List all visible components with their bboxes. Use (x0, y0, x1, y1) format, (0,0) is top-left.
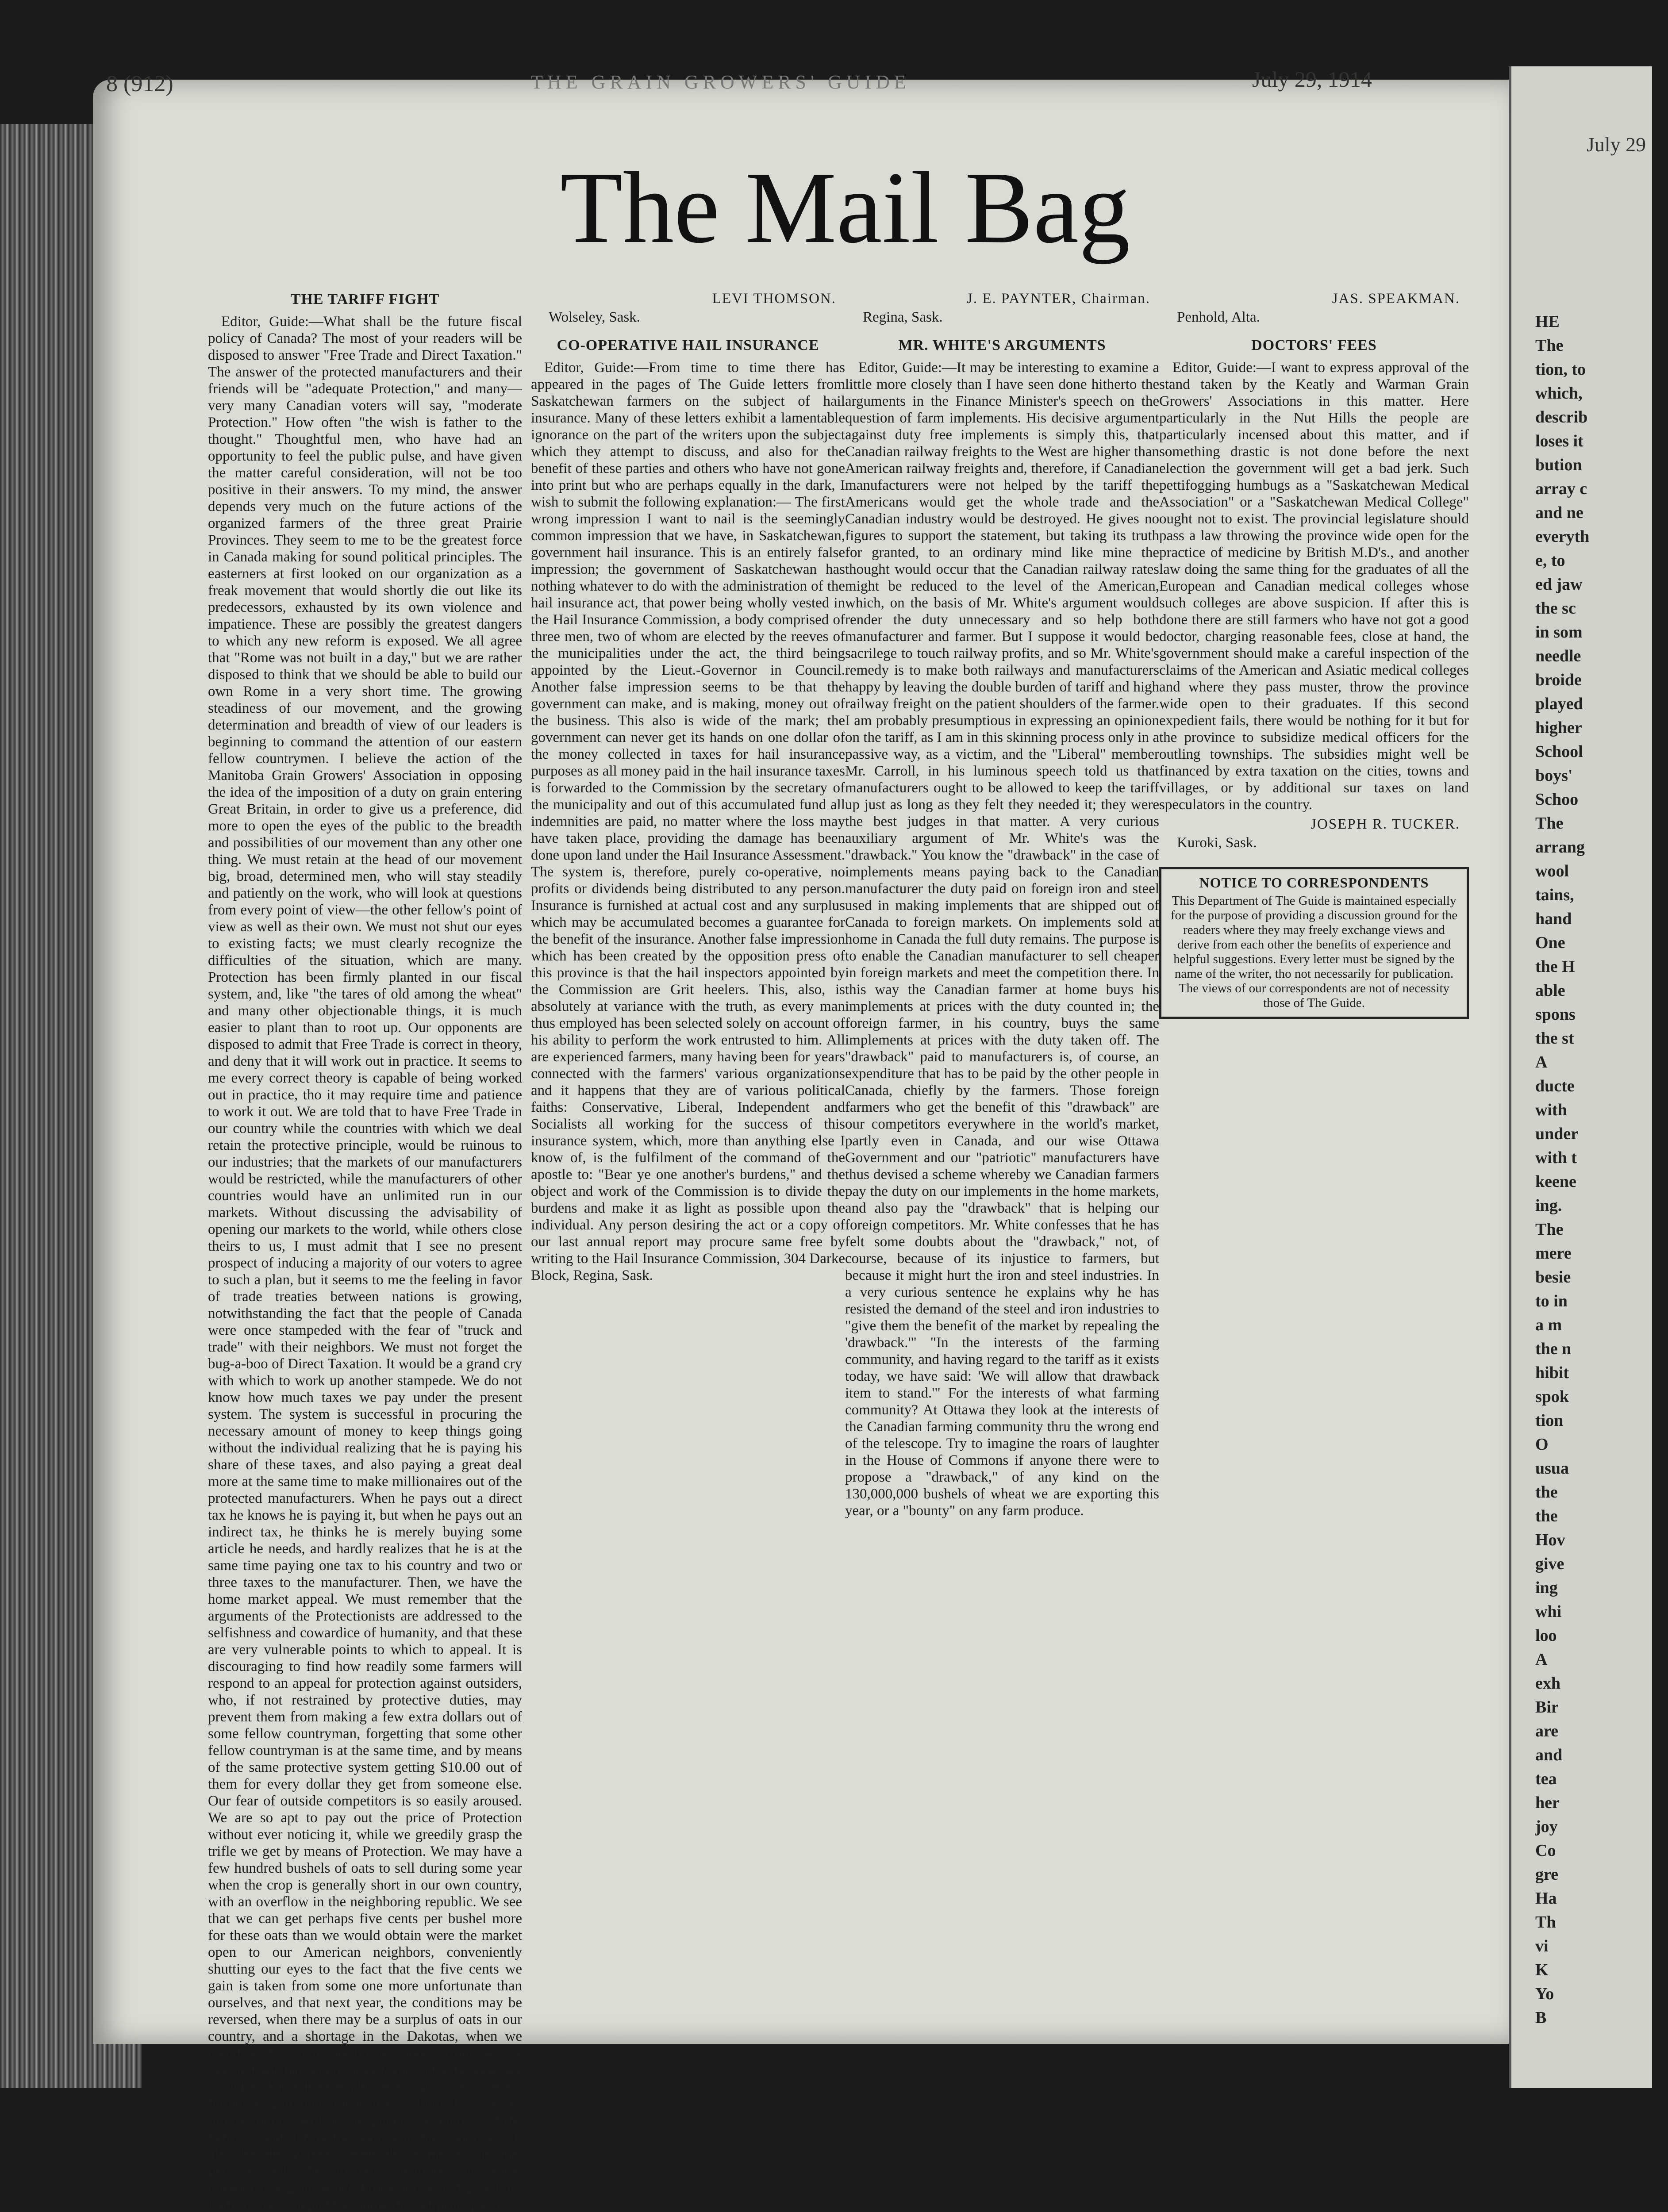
letter-body-tariff: Editor, Guide:—What shall be the future fiscal policy of Canada? The most of your readers will be disposed to answer "Free Trade and Direct Taxation." The answer of the protected manufacturers and their friends will be "adequate Protection," and many—very many Canadian voters will say, "moderate Protection." How often "the wish is father to the thought." Thoughtful men, who have had an opportunity to feel the public pulse, and have given the matter careful consideration, will not be too positive in their answers. To my mind, the answer depends very much on the future actions of the organized farmers of the three great Prairie Provinces. They seem to me to be the greatest force in Canada making for sound political principles. The easterners at first looked on our organization as a freak movement that would shortly die out like its predecessors, exhausted by its own violence and impatience. These are possibly the greatest dangers to which any new reform is exposed. We all agree that "Rome was not built in a day," but we are rather disposed to think that we should be able to build our own Rome in a very short time. The growing steadiness of our movement, and the growing determination and breadth of view of our leaders is beginning to command the attention of our eastern fellow countrymen. I believe the action of the Manitoba Grain Growers' Association in opposing the idea of the imposition of a duty on grain entering Great Britain, in order to give us a preference, did more to open the eyes of the public to the breadth and possibilities of our movement than any other one thing. We must retain at the head of our movement big, broad, determined men, who will stay steadily and patiently on the work, who will look at questions from every point of view—the other fellow's point of view as well as their own. We must not shut our eyes to existing facts; we must clearly recognize the difficulties of the situation, which are many. Protection has been firmly planted in our fiscal system, and, like "the tares of old among the wheat" and many other objectionable things, it is much easier to plant than to root up. Our opponents are disposed to admit that Free Trade is correct in theory, and deny that it will work out in practice. It seems to me every correct theory is capable of being worked out in practice, tho it may require time and patience to work it out. We are told that to have Free Trade in our country while the countries with which we deal retain the protective principle, would be ruinous to our industries; that the markets of our manufacturers would be restricted, while the manufacturers of other countries would have an unlimited run in our markets. Without discussing the advisability of opening our markets to the world, while others close theirs to us, I must admit that I see no present prospect of inducing a majority of our voters to agree to such a plan, but it seems to me the feeling in favor of trade treaties between nations is growing, notwithstanding the fact that the people of Canada were once stampeded with the fear of "truck and trade" with their neighbors. We must not forget the bug-a-boo of Direct Taxation. It would be a grand cry with which to work up another stampede. We do not know how much taxes we pay under the present system. The system is successful in procuring the necessary amount of money to keep things going without the individual realizing that he is paying his share of these taxes, and also paying a great deal more at the same time to make millionaires out of the protected manufacturers. When he pays out a direct tax he knows he is paying it, but when he pays out an indirect tax, he thinks he is merely buying some article he needs, and hardly realizes that he is at the same time paying one tax to his country and two or three taxes to the manufacturer. Then, we have the home market appeal. We must remember that the arguments of the Protectionists are addressed to the selfishness and cowardice of humanity, and that these are very vulnerable points to which to appeal. It is discouraging to find how readily some farmers will respond to an appeal for protection against outsiders, who, if not restrained by protective duties, may prevent them from making a few extra dollars out of some fellow countryman, forgetting that some other fellow countryman is at the same time, and by means of the same protective system getting $10.00 out of them for every dollar they get from someone else. Our fear of outside competitors is so easily aroused. We are so apt to pay out the price of Protection without ever noticing it, while we greedily grasp the trifle we get by means of Protection. We may have a few hundred bushels of oats to sell during some year when the crop is generally short in our own country, with an overflow in the neighboring republic. We see that we can get perhaps five cents per bushel more for these oats than we would obtain were the market open to our American neighbors, conveniently shutting our eyes to the fact that the five cents we gain is taken from some one more unfortunate than ourselves, and that next year, the conditions may be reversed, when there may be a surplus of oats in our country, and a shortage in the Dakotas, when we could get five cents per bushel more for our oats by having trade barriers removed, and in the fat year, we would probably have ten bushels to gain on for every bushel we gain on in the lean year. In the fat year, we in this country will be the gainers by removal of the barriers, and during the lean year, the majority will also be the gainers, even tho some exceptional persons will be thereby deprived of some questionable gain, which Protection would give him. I am trying to depict the home market principle in its (208, 314, 522, 2212)
facing-page-fragment: under (1535, 1125, 1579, 1143)
facing-page-fragment: Yo (1535, 1985, 1554, 2003)
facing-page-fragment: exh (1535, 1674, 1560, 1693)
facing-page-fragment: tea (1535, 1770, 1557, 1788)
facing-page-text (1535, 310, 1668, 2027)
facing-page-fragment: loses it (1535, 432, 1583, 450)
facing-page-fragment: the (1535, 1483, 1558, 1502)
facing-page-fragment: A (1535, 1650, 1548, 1669)
facing-page-fragment: with (1535, 1101, 1567, 1119)
facing-page-fragment: spons (1535, 1005, 1576, 1024)
facing-page-fragment: and ne (1535, 503, 1583, 522)
facing-page-fragment: whi (1535, 1602, 1562, 1621)
facing-page-fragment: everyth (1535, 527, 1590, 546)
facing-page-fragment: O (1535, 1435, 1549, 1454)
facing-page-fragment: B (1535, 2008, 1547, 2027)
letter-heading-tariff: THE TARIFF FIGHT (290, 291, 440, 307)
facing-page-fragment: boys' (1535, 766, 1573, 785)
page-number: 8 (912) (106, 71, 173, 96)
letter-heading-hail-insurance: CO-OPERATIVE HAIL INSURANCE (557, 337, 819, 353)
facing-page-fragment: ducte (1535, 1077, 1575, 1095)
facing-page-fragment: are (1535, 1722, 1559, 1740)
facing-page-fragment: to in (1535, 1292, 1568, 1310)
place-tariff: Wolseley, Sask. (549, 309, 640, 325)
facing-page-fragment: in som (1535, 623, 1583, 641)
facing-page-fragment: bution (1535, 456, 1582, 474)
facing-page-fragment: the (1535, 1507, 1558, 1525)
signature-hail-insurance: J. E. PAYNTER, Chairman. (967, 291, 1150, 307)
facing-page-fragment: keene (1535, 1172, 1576, 1191)
facing-page-fragment: vi (1535, 1937, 1549, 1955)
notice-title: NOTICE TO CORRESPONDENTS (1199, 875, 1429, 891)
signature-doctors-fees: JOSEPH R. TUCKER. (1311, 816, 1460, 832)
facing-page-fragment: the H (1535, 957, 1575, 976)
facing-page-fragment: tion (1535, 1411, 1564, 1430)
signature-white-arguments: JAS. SPEAKMAN. (1332, 291, 1460, 307)
facing-page-fragment: Co (1535, 1841, 1556, 1860)
facing-page-fragment: with t (1535, 1148, 1577, 1167)
facing-page-fragment: joy (1535, 1817, 1558, 1836)
letter-heading-doctors-fees: DOCTORS' FEES (1251, 337, 1377, 353)
letter-heading-white-arguments: MR. WHITE'S ARGUMENTS (898, 337, 1106, 353)
facing-page-fragment: broide (1535, 671, 1582, 689)
column-3 (845, 288, 1159, 1978)
running-title: THE GRAIN GROWERS' GUIDE (531, 71, 911, 93)
facing-page-fragment: describ (1535, 408, 1588, 426)
facing-page-fragment: hand (1535, 910, 1572, 928)
facing-page-date: July 29 (1587, 133, 1646, 156)
facing-page-fragment: her (1535, 1793, 1560, 1812)
facing-page-fragment: ed jaw (1535, 575, 1583, 594)
facing-page-fragment: The (1535, 1220, 1564, 1239)
facing-page-fragment: The (1535, 814, 1564, 833)
column-2 (531, 288, 845, 1978)
facing-page-fragment: Schoo (1535, 790, 1579, 809)
place-hail-insurance: Regina, Sask. (863, 309, 943, 325)
facing-page-fragment: e, to (1535, 551, 1565, 570)
facing-page-fragment: HE (1535, 312, 1560, 331)
facing-page-fragment: hibit (1535, 1363, 1569, 1382)
facing-page-fragment: tains, (1535, 886, 1574, 904)
facing-page-fragment: Hov (1535, 1531, 1565, 1549)
issue-date: July 29, 1914 (1252, 67, 1372, 92)
facing-page-fragment: loo (1535, 1626, 1557, 1645)
place-white-arguments: Penhold, Alta. (1177, 309, 1260, 325)
facing-page-fragment: mere (1535, 1244, 1572, 1263)
notice-box (1159, 867, 1469, 1019)
facing-page-fragment: spok (1535, 1387, 1569, 1406)
letter-body-white-arguments: Editor, Guide:—It may be interesting to examine a little more closely than I have seen done hitherto the arguments in the Finance Minister's speech on the question of farm implements. His decisive argument against duty free implements is simply this, that Canadian railway freights to the West are higher than American railway freights and, therefore, if Canadian manufacturers were not helped by the tariff the Americans would get the whole trade and the Canadian industry would be destroyed. He gives no figures to support the statement, but taking its truth for granted, to an ordinary mind like mine the thought would occur that the Canadian railway rates might be reduced to the level of the American, which, on the basis of Mr. White's argument would render the duty unnecessary and so help both manufacturer and farmer. But I suppose it would be sacrilege to touch railway profits, and so Mr. White's remedy is to make both railways and manufacturers happy by leaving the double burden of tariff and high railway freight on the patient shoulders of the farmer. I am probably presumptious in expressing an opinion on the tariff, as I am in this skinning process only in a passive way, as a victim, and the "Liberal" member Mr. Carroll, in his luminous speech told us that manufacturers ought to be allowed to keep the tariff up just as long as they felt they needed it; they were the best judges in that matter. A very curious auxiliary argument of Mr. White's was the "drawback." You know the "drawback" in the case of implements means paying back to the Canadian manufacturer the duty paid on foreign iron and steel used in making implements that are shipped out of Canada to foreign markets. On implements sold at home in Canada the full duty remains. The purpose is to enable the Canadian manufacturer to sell cheaper in foreign markets and meet the competition there. In this way the Canadian farmer at home buys his implements at prices with the duty counted in; the foreign farmer, in his country, buys the same implements at prices with the duty taken off. The "drawback" paid to manufacturers is, of course, an expenditure that has to be paid by the other people in Canada, chiefly by the farmers. Those foreign farmers who get the benefit of this "drawback" are our competitors everywhere in the world's market, partly even in Canada, and our wise Ottawa Government and our "patriotic" manufacturers have thus devised a scheme whereby we Canadian farmers pay the duty on our implements in the home markets, and also pay the "drawback" that is helping our foreign competitors. Mr. White confesses that he has felt some doubts about the "drawback," not, of course, because of its injustice to farmers, but because it might hurt the iron and steel industries. In a very curious sentence he explains why he has resisted the demand of the steel and iron industries to "give them the benefit of the market by repealing the 'drawback.'" "In the interests of the farming community, and having regard to the tariff as it exists today, we have said: 'We will allow that drawback item to stand.'" For the interests of what farming community? At Ottawa they look at the interests of the Canadian farming community thru the wrong end of the telescope. Try to imagine the roars of laughter in the House of Commons if anyone there were to propose a "drawback," of any kind on the 130,000,000 bushels of wheat we are exporting this year, or a "bounty" on any farm produce. (845, 360, 1159, 1519)
facing-page-fragment: tion, to (1535, 360, 1586, 379)
facing-page-fragment: One (1535, 933, 1565, 952)
facing-page-fragment: which, (1535, 384, 1583, 403)
facing-page-fragment: Th (1535, 1913, 1556, 1932)
letter-body-doctors-fees: Editor, Guide:—I want to express approval of the stand taken by the Keatly and Warman Grain Growers' Associations in this matter. Here particularly in the Nut Hills the people are particularly incensed about this matter, and if something drastic is not done before the next election the government will get a bad jerk. Such pettifogging humbugs as a "Saskatchewan Medical Association" or a "Saskatchewan Medical College" ought not to exist. The provincial legislature should pass a law throwing the province wide open for the practice of medicine by British M.D's., and another law doing the same thing for the graduates of all the European and Canadian medical colleges whose such colleges are above suspicion. If after this is done there are still farmers who have not got a good doctor, charging reasonable fees, close at hand, the government should make a careful inspection of the claims of the American and Asiatic medical colleges and where they pass muster, throw the province wide open to their graduates. If this second expedient fails, there would be nothing for it but for the province to subsidize medical officers for the outling townships. The subsidies might well be financed by extra taxation on the cities, towns and villages, or by additional sur taxes on land speculators in the country. (1159, 360, 1469, 813)
facing-page-fragment: A (1535, 1053, 1548, 1071)
facing-page-fragment: arrang (1535, 838, 1585, 856)
facing-page-fragment: the st (1535, 1029, 1574, 1048)
column-4 (1159, 288, 1469, 1978)
facing-page-fragment: and (1535, 1746, 1563, 1764)
facing-page-fragment: ing. (1535, 1196, 1562, 1215)
facing-page-fragment: usua (1535, 1459, 1569, 1478)
facing-page-fragment: the sc (1535, 599, 1576, 618)
notice-body: This Department of The Guide is maintained especially for the purpose of providing a discussion ground for the readers where they may freely exchange views and derive from each other the benefits of experience and helpful suggestions. Every letter must be signed by the name of the writer, tho not necessarily for publication. The views of our correspondents are not of necessity those of The Guide. (1170, 894, 1458, 1010)
facing-page-fragment: array c (1535, 480, 1587, 498)
signature-tariff: LEVI THOMSON. (712, 291, 836, 307)
facing-page-fragment: needle (1535, 647, 1581, 665)
facing-page-fragment: played (1535, 695, 1583, 713)
facing-page-fragment: The (1535, 336, 1564, 355)
facing-page-fragment: Ha (1535, 1889, 1557, 1908)
facing-page-fragment: able (1535, 981, 1565, 1000)
facing-page-fragment: the n (1535, 1340, 1572, 1358)
facing-page-fragment: Bir (1535, 1698, 1559, 1717)
facing-page-fragment: gre (1535, 1865, 1559, 1884)
facing-page-fragment: ing (1535, 1578, 1558, 1597)
page-title: The Mail Bag (560, 151, 1130, 265)
facing-page-fragment: higher (1535, 718, 1582, 737)
facing-page-fragment: School (1535, 742, 1583, 761)
facing-page-fragment: a m (1535, 1316, 1562, 1334)
letter-body-hail-insurance: Editor, Guide:—From time to time there has appeared in the pages of The Guide letters from Saskatchewan farmers on the subject of hail insurance. Many of these letters exhibit a lamentable ignorance on the part of the writers upon the subject which they attempt to discuss, and also for the benefit of these parties and others who have not gone into print but who are perhaps equally in the dark, I wish to submit the following explanation:— The first wrong impression I want to nail is the seemingly common impression that we have, in Saskatchewan, government hail insurance. This is an entirely false impression; the government of Saskatchewan has nothing whatever to do with the administration of the hail insurance act, that power being wholly vested in the Hail Insurance Commission, a body comprised of three men, two of whom are elected by the reeves of the municipalities under the act, the third being appointed by the Lieut.-Governor in Council. Another false impression seems to be that the government can make, and is making, money out of the business. This also is wide of the mark; the government can never get its hands on one dollar of the money collected in taxes for hail insurance purposes as all money paid in the hail insurance taxes is forwarded to the Commission by the secretary of the municipality and out of this accumulated fund all indemnities are paid, no matter where the loss may have taken place, providing the damage has been done upon land under the Hail Insurance Assessment. The system is, therefore, purely co-operative, no profits or dividends being distributed to any person. Insurance is furnished at actual cost and any surplus which may be accumulated becomes a guarantee for the benefit of the insurance. Another false impression which has been created by the opposition press of this province is that the hail inspectors appointed by the Commission are Grit heelers. This, also, is absolutely at variance with the truth, as every man thus employed has been selected solely on account of his ability to perform the work entrusted to him. All are experienced farmers, many having been for years connected with the farmers' various organizations and it happens that they are of various political faiths: Conservative, Liberal, Independent and Socialists all working for the success of this insurance system, which, more than anything else I know of, is the fulfilment of the command of the apostle to: "Bear ye one another's burdens," and the object and work of the Commission is to divide the burdens and make it as light as possible upon the individual. Any person desiring the act or a copy of our last annual report may procure same free by writing to the Hail Insurance Commission, 304 Darke Block, Regina, Sask. (531, 360, 845, 1283)
facing-page-fragment: K (1535, 1961, 1549, 1979)
facing-page-fragment: besie (1535, 1268, 1571, 1286)
column-1 (208, 288, 522, 2212)
place-doctors-fees: Kuroki, Sask. (1177, 835, 1257, 851)
facing-page-fragment: give (1535, 1555, 1564, 1573)
facing-page-fragment: wool (1535, 862, 1569, 880)
